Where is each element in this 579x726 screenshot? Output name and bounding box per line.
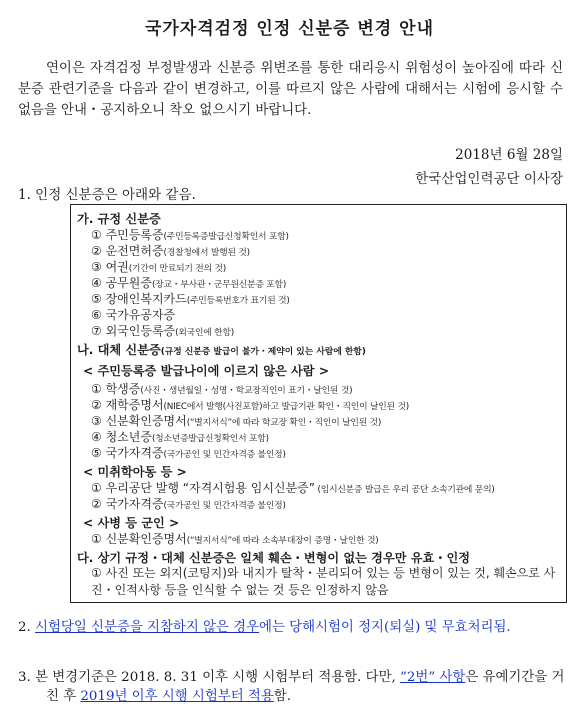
item-note: (주민등록번호가 표기된 것)	[186, 296, 290, 306]
section-2	[18, 618, 563, 637]
item-main: ② 운전면허증	[91, 244, 164, 258]
list-item	[91, 412, 381, 429]
section-3	[18, 668, 568, 706]
item-main: ③ 여권	[91, 260, 129, 274]
apply-2019-link[interactable]: 2019년 이후 시행 시험부터 적용	[80, 689, 274, 704]
item-main: ② 재학증명서	[91, 398, 164, 412]
item-note: (외국인에 한함)	[175, 328, 234, 338]
item-main: ② 국가자격증	[91, 497, 164, 511]
list-item	[91, 479, 495, 496]
intro-paragraph: 연이은 자격검정 부정발생과 신분증 위변조를 통한 대리응시 위험성이 높아짐에 따라 신분증 관련기준을 다음과 같이 변경하고, 이를 따르지 않은 사람에 대해서는 시험에 응시할 수 없음을 안내・공지하오니 착오 없으시기 바랍니다.	[18, 61, 563, 118]
item-note: (임시신분증 발급은 우리 공단 소속기관에 문의)	[314, 485, 495, 495]
section-3-text-3: 함.	[273, 689, 291, 704]
list-item	[91, 428, 269, 445]
item-note: (청소년증발급신청확인서 포함)	[151, 434, 269, 444]
list-item	[91, 444, 286, 461]
item-note: (장교・부사관・군무원신분증 포함)	[151, 280, 287, 290]
item-main: ④ 공무원증	[91, 276, 152, 290]
section-1-heading: 1. 인정 신분증은 아래와 같음.	[18, 187, 196, 203]
list-item	[91, 274, 286, 291]
item-note: (NIEC에서 발행(사진포함)하고 발급기관 확인・직인이 날인된 것)	[163, 402, 409, 412]
group-title: < 미취학아동 등 >	[83, 465, 187, 479]
item-main: ⑤ 장애인복지카드	[91, 292, 187, 306]
no-id-link[interactable]: 시험당일 신분증을 지참하지 않은 경우	[35, 620, 260, 635]
item-note: (경찰청에서 발행된 것)	[163, 248, 250, 258]
item-main: ⑤ 국가자격증	[91, 446, 164, 460]
item-note: (“별지서식”에 따라 소속부대장이 증명・날인한 것)	[186, 536, 379, 546]
item-note: (국가공인 및 민간자격증 불인정)	[163, 501, 286, 511]
list-item	[91, 306, 175, 323]
list-item	[91, 380, 352, 397]
issuer-name: 한국산업인력공단 이사장	[415, 171, 563, 187]
list-item	[91, 226, 289, 243]
item-main: ① 주민등록증	[91, 228, 164, 242]
list-item	[91, 242, 250, 259]
item-2-reference[interactable]: “2번” 사항	[400, 670, 466, 685]
section-2-number: 2.	[18, 620, 31, 635]
group-title: < 사병 등 군인 >	[83, 516, 180, 530]
item-main: ① 우리공단 발행 “자격시험용 임시신분증”	[91, 481, 315, 495]
section-3-text-2: 은 유예기간을 거친 후	[46, 670, 565, 704]
item-main: ④ 청소년증	[91, 430, 152, 444]
announcement-date: 2018년 6월 28일	[455, 147, 563, 163]
heading-na-note: (규정 신분증 발급이 불가・제약이 있는 사람에 한함)	[160, 347, 366, 357]
item-note: (기간이 만료되기 전의 것)	[128, 264, 226, 274]
heading-ga: 가. 규정 신분증	[77, 212, 161, 226]
section-2-rest: 에는 당해시험이 정지(퇴실) 및 무효처리됨.	[259, 620, 511, 635]
list-item	[91, 396, 409, 413]
item-note: (사진・생년월일・성명・학교장직인이 표기・날인된 것)	[140, 386, 353, 396]
section-3-text-1: 본 변경기준은 2018. 8. 31 이후 시행 시험부터 적용함. 다만,	[35, 670, 401, 685]
item-main: ⑦ 외국인등록증	[91, 324, 176, 338]
item-main: ⑥ 국가유공자증	[91, 308, 176, 322]
item-note: (주민등록증발급신청확인서 포함)	[163, 232, 289, 242]
item-main: ① 학생증	[91, 382, 141, 396]
list-item	[91, 322, 234, 339]
list-item	[91, 495, 286, 512]
list-item	[91, 530, 379, 547]
page-title: 국가자격검정 인정 신분증 변경 안내	[144, 19, 434, 39]
heading-na-label: 나. 대체 신분증	[77, 343, 161, 357]
group-title: < 주민등록증 발급나이에 이르지 않은 사람 >	[83, 364, 330, 378]
id-list-box	[70, 204, 567, 603]
item-main: ③ 신분확인증명서	[91, 414, 187, 428]
heading-na	[77, 341, 366, 358]
section-3-number: 3.	[18, 670, 31, 685]
list-item	[91, 290, 290, 307]
heading-da: 다. 상기 규정・대체 신분증은 일체 훼손・변형이 없는 경우만 유효・인정	[77, 551, 471, 565]
list-item	[91, 258, 226, 275]
da-note: ① 사진 또는 외지(코팅지)와 내지가 탈착・분리되어 있는 등 변형이 있는 것, 훼손으로 사진・인적사항 등을 인식할 수 없는 것 등은 인정하지 않음	[91, 566, 556, 597]
item-note: (“별지서식”에 따라 학교장 확인・직인이 날인된 것)	[186, 418, 382, 428]
item-main: ① 신분확인증명서	[91, 532, 187, 546]
item-note: (국가공인 및 민간자격증 불인정)	[163, 450, 286, 460]
